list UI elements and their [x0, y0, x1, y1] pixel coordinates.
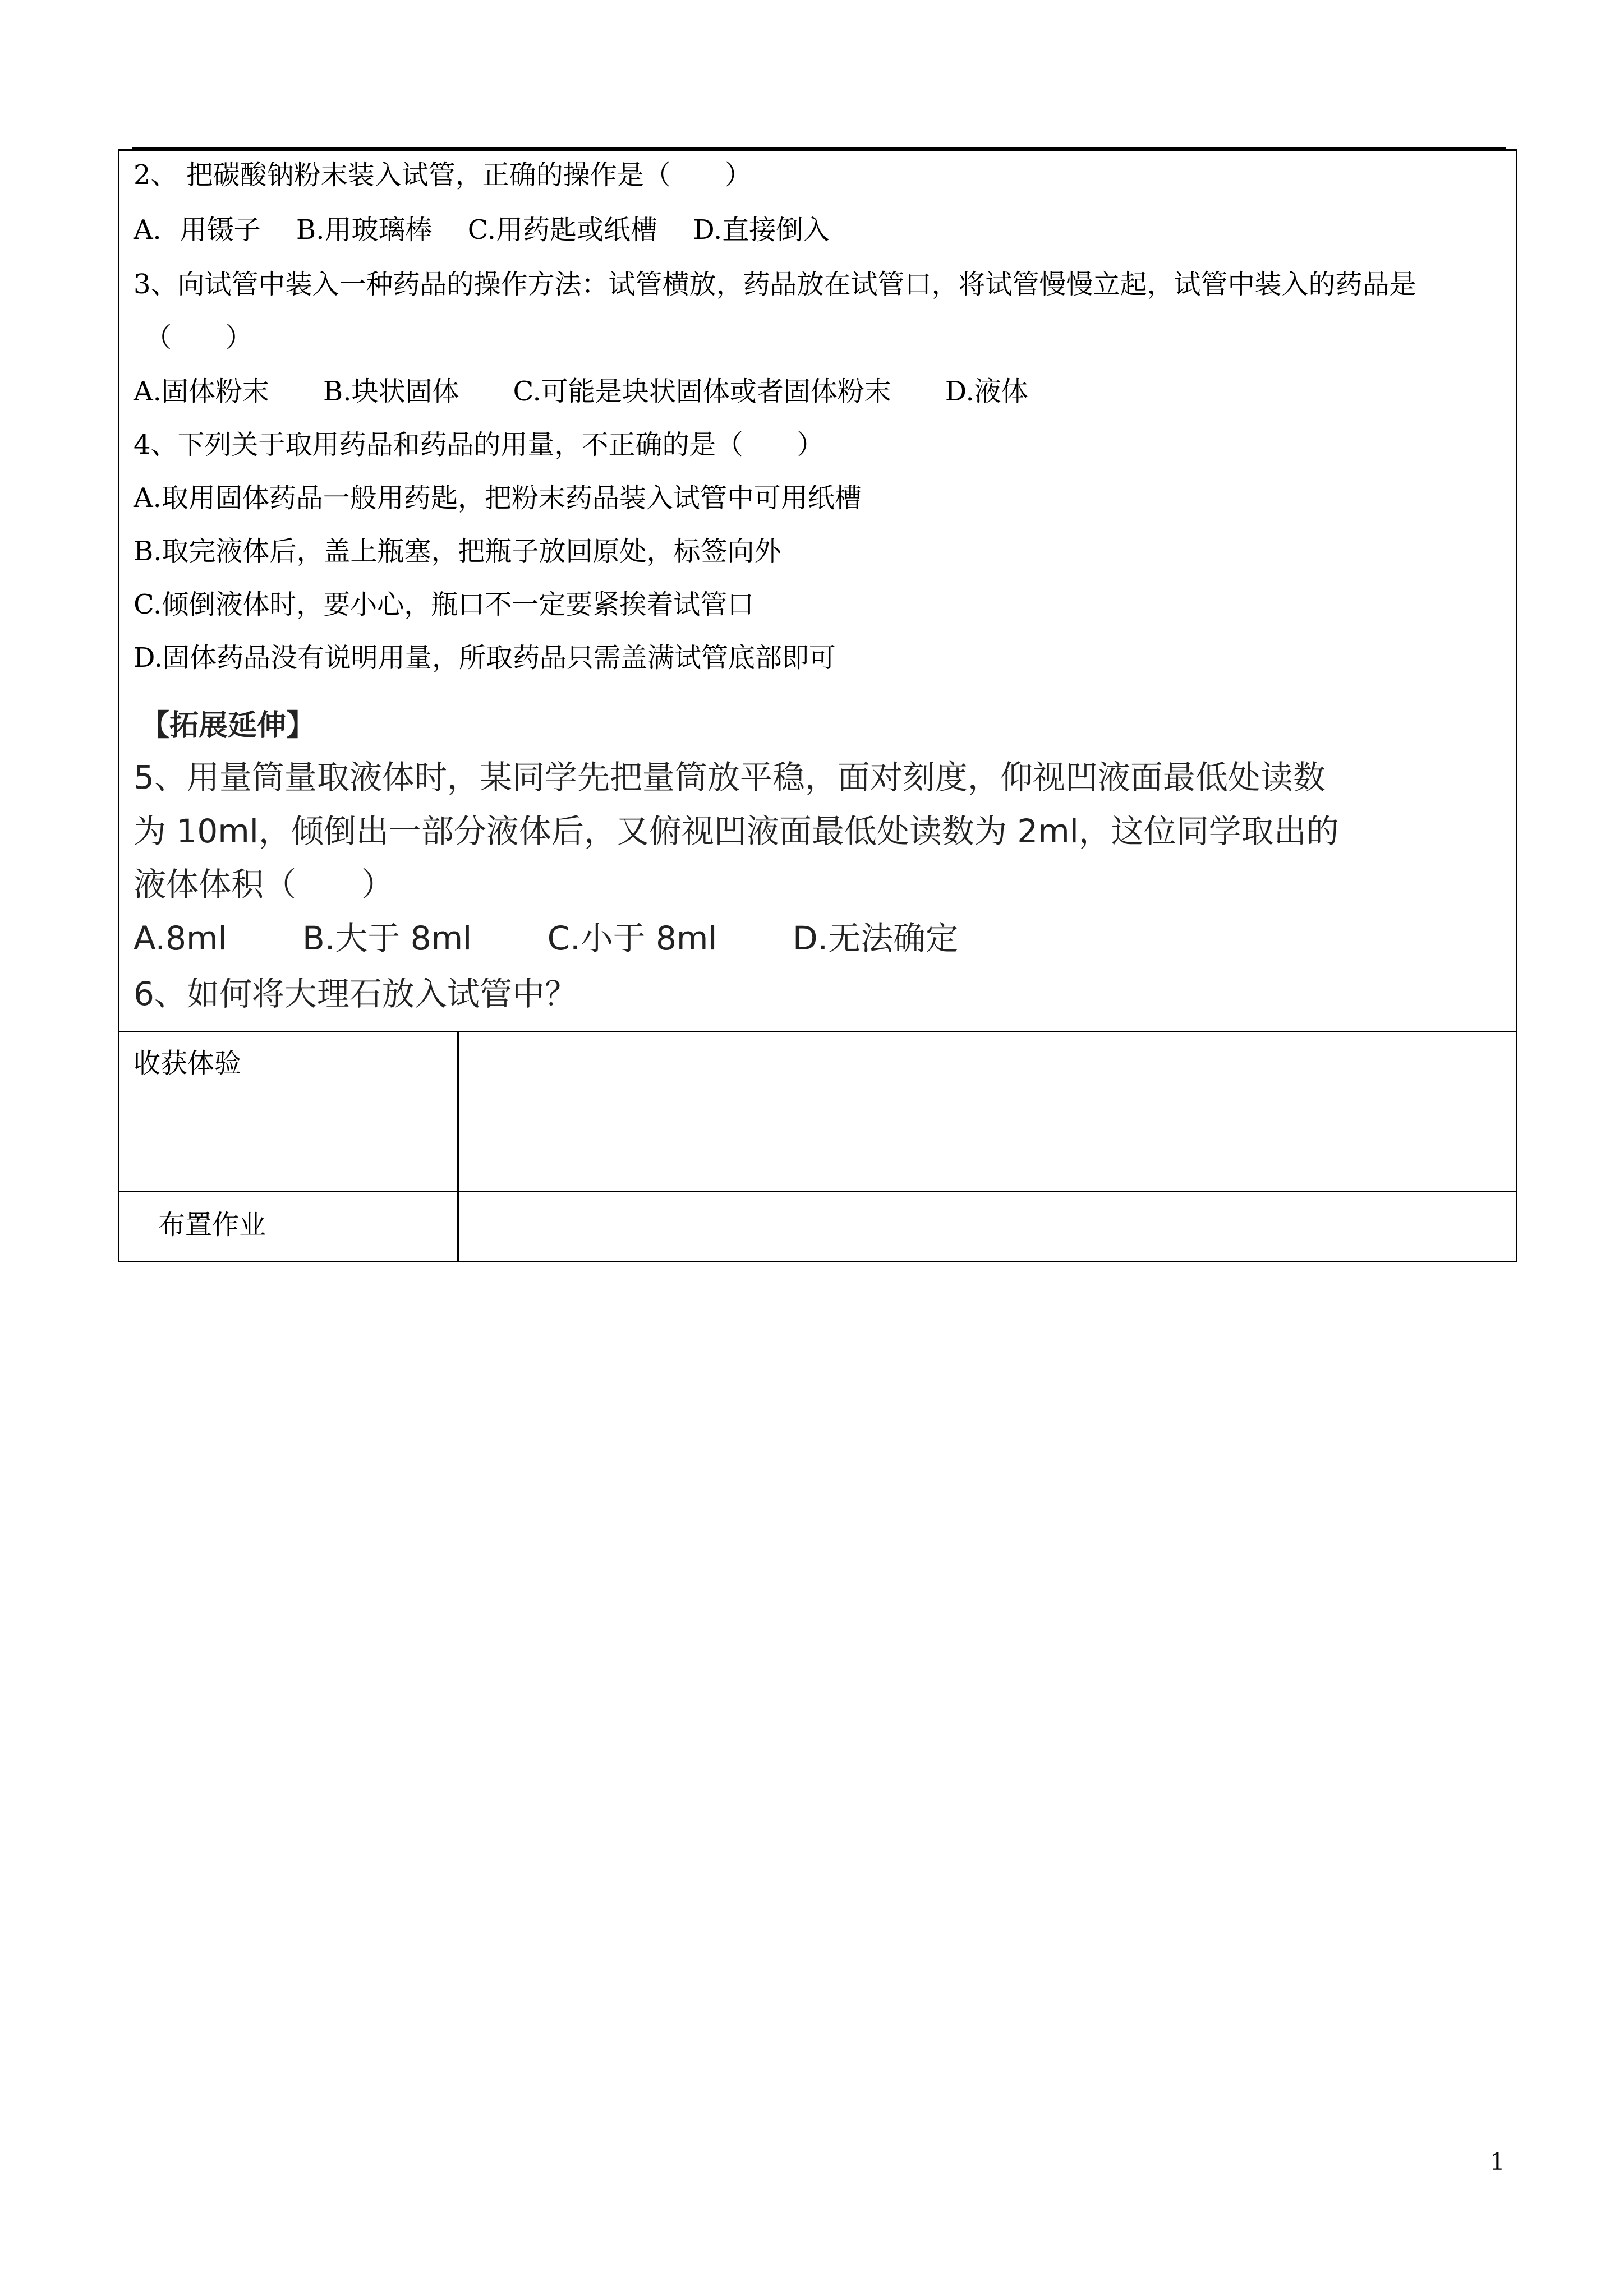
question-4-stem: 4、下列关于取用药品和药品的用量，不正确的是（ ） — [134, 429, 824, 460]
question-3-stem: 3、向试管中装入一种药品的操作方法：试管横放，药品放在试管口，将试管慢慢立起，试管中装入的药品是 — [134, 269, 1416, 300]
harvest-label: 收获体验 — [134, 1048, 242, 1079]
table-column-divider — [457, 1031, 459, 1262]
homework-answer-cell[interactable] — [460, 1193, 1515, 1261]
question-2-options: A．用镊子 B.用玻璃棒 C.用药匙或纸槽 D.直接倒入 — [134, 214, 830, 246]
question-6: 6、如何将大理石放入试管中？ — [134, 975, 577, 1013]
question-2-stem: 2、 把碳酸钠粉末装入试管，正确的操作是（ ） — [134, 159, 752, 191]
table-divider — [118, 1191, 1517, 1192]
table-divider — [118, 1031, 1517, 1032]
question-4-option-c: C.倾倒液体时，要小心，瓶口不一定要紧挨着试管口 — [134, 589, 755, 620]
question-3-paren: （ ） — [145, 322, 253, 353]
homework-label: 布置作业 — [158, 1209, 266, 1241]
question-4-option-a: A.取用固体药品一般用药匙，把粉末药品装入试管中可用纸槽 — [134, 482, 862, 514]
page-number: 1 — [1490, 2148, 1505, 2175]
extension-heading: 【拓展延伸】 — [140, 709, 316, 743]
question-5-line-3: 液体体积（ ） — [134, 865, 394, 903]
question-4-option-d: D.固体药品没有说明用量，所取药品只需盖满试管底部即可 — [134, 642, 836, 674]
question-5-options: A.8ml B.大于 8ml C.小于 8ml D.无法确定 — [134, 919, 959, 957]
question-3-options: A.固体粉末 B.块状固体 C.可能是块状固体或者固体粉末 D.液体 — [134, 376, 1028, 407]
question-5-line-2: 为 10ml，倾倒出一部分液体后，又俯视凹液面最低处读数为 2ml，这位同学取出的 — [134, 812, 1339, 850]
question-5-line-1: 5、用量筒量取液体时，某同学先把量筒放平稳，面对刻度，仰视凹液面最低处读数 — [134, 758, 1326, 796]
question-4-option-b: B.取完液体后，盖上瓶塞，把瓶子放回原处，标签向外 — [134, 536, 781, 567]
harvest-answer-cell[interactable] — [460, 1034, 1515, 1190]
